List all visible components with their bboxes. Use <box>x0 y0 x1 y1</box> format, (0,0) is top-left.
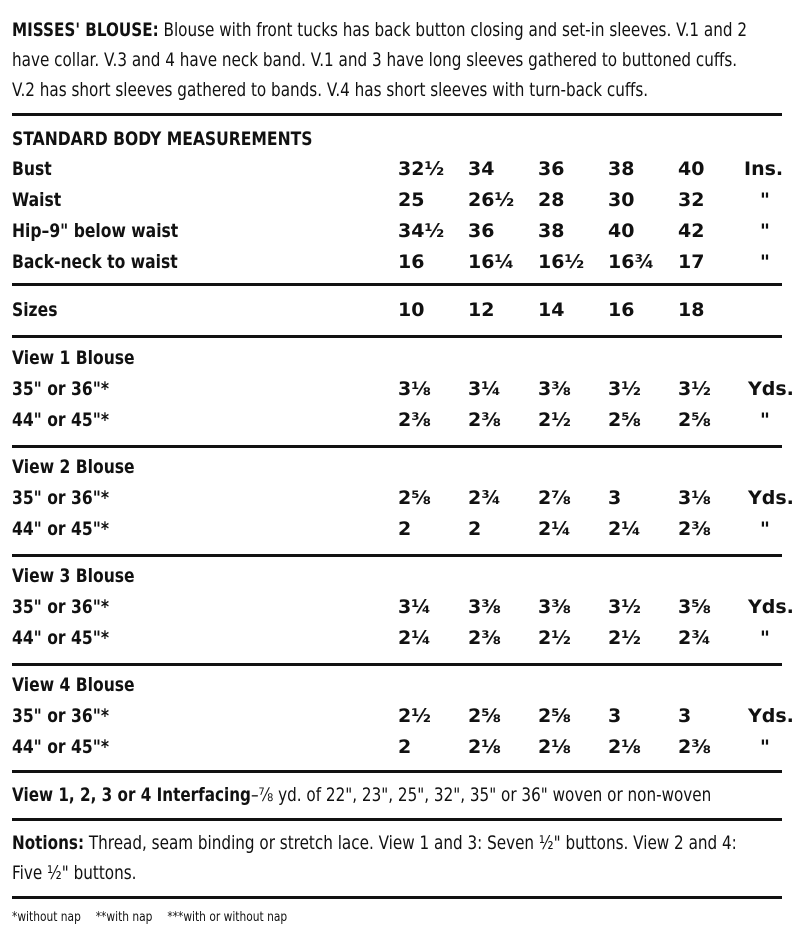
unit-label: Yds. <box>748 596 794 618</box>
view-title: View 1 Blouse <box>12 347 135 369</box>
unit-label: " <box>760 220 770 242</box>
value-cell: 3⅛ <box>678 487 711 509</box>
value-cell: 3 <box>608 487 622 509</box>
view-title: View 3 Blouse <box>12 565 135 587</box>
footnotes <box>12 910 376 925</box>
interfacing-text: –⅞ yd. of 22", 23", 25", 32", 35" or 36" woven or non-woven <box>250 784 712 806</box>
yardage-row <box>0 701 794 731</box>
divider <box>12 554 782 557</box>
divider <box>12 896 782 899</box>
value-cell: 38 <box>608 158 635 180</box>
value-cell: 3½ <box>678 378 711 400</box>
value-cell: 34½ <box>398 220 445 242</box>
description-text-1: Blouse with front tucks has back button closing and set-in sleeves. V.1 and 2 <box>163 19 748 41</box>
value-cell: 2⅝ <box>608 409 641 431</box>
notions-line-2 <box>12 858 168 888</box>
value-cell: 3⅜ <box>538 596 571 618</box>
value-cell: 25 <box>398 189 425 211</box>
value-cell: 2⅜ <box>468 409 501 431</box>
value-cell: 16¾ <box>608 251 655 273</box>
notions-text-2: Five ½" buttons. <box>12 862 137 884</box>
divider <box>12 445 782 448</box>
value-cell: 2½ <box>608 627 641 649</box>
value-cell: 2¼ <box>538 518 571 540</box>
value-cell: 2⅜ <box>678 518 711 540</box>
row-label: 44" or 45"* <box>12 736 109 758</box>
value-cell: 2⅜ <box>398 409 431 431</box>
size-value: 14 <box>538 299 565 321</box>
value-cell: 3½ <box>608 596 641 618</box>
value-cell: 17 <box>678 251 705 273</box>
measurement-row <box>0 216 794 246</box>
value-cell: 32 <box>678 189 705 211</box>
unit-label: Yds. <box>748 705 794 727</box>
yardage-row <box>0 592 794 622</box>
unit-label: " <box>760 409 770 431</box>
value-cell: 2¾ <box>468 487 501 509</box>
value-cell: 2⅝ <box>398 487 431 509</box>
value-cell: 2½ <box>538 627 571 649</box>
value-cell: 2 <box>398 518 412 540</box>
measurement-row <box>0 185 794 215</box>
value-cell: 2⅛ <box>538 736 571 758</box>
value-cell: 40 <box>678 158 705 180</box>
divider <box>12 283 782 286</box>
yardage-row <box>0 623 794 653</box>
value-cell: 2⅞ <box>538 487 571 509</box>
yardage-row <box>0 514 794 544</box>
value-cell: 2⅝ <box>678 409 711 431</box>
interfacing-label: View 1, 2, 3 or 4 Interfacing <box>12 784 251 806</box>
value-cell: 28 <box>538 189 565 211</box>
divider <box>12 818 782 821</box>
row-label: 35" or 36"* <box>12 378 109 400</box>
row-label: Waist <box>12 189 62 211</box>
unit-label: " <box>760 736 770 758</box>
notions-label: Notions: <box>12 832 85 854</box>
row-label: Bust <box>12 158 52 180</box>
measurement-row <box>0 247 794 277</box>
value-cell: 32½ <box>398 158 445 180</box>
value-cell: 3½ <box>608 378 641 400</box>
value-cell: 2½ <box>398 705 431 727</box>
yardage-row <box>0 732 794 762</box>
yardage-row <box>0 405 794 435</box>
value-cell: 2½ <box>538 409 571 431</box>
value-cell: 2⅝ <box>538 705 571 727</box>
value-cell: 2⅜ <box>678 736 711 758</box>
sizes-label: Sizes <box>12 299 58 321</box>
value-cell: 3 <box>678 705 692 727</box>
measurement-row <box>0 154 794 184</box>
view-title: View 4 Blouse <box>12 674 135 696</box>
size-value: 12 <box>468 299 495 321</box>
value-cell: 2 <box>398 736 412 758</box>
unit-label: Yds. <box>748 378 794 400</box>
value-cell: 3⅝ <box>678 596 711 618</box>
row-label: 44" or 45"* <box>12 627 109 649</box>
value-cell: 3¼ <box>468 378 501 400</box>
description-line-2 <box>12 45 794 75</box>
interfacing-line <box>12 780 794 810</box>
unit-label: " <box>760 518 770 540</box>
value-cell: 38 <box>538 220 565 242</box>
value-cell: 16¼ <box>468 251 515 273</box>
footnote-with-or-without-nap: ***with or without nap <box>167 910 288 925</box>
value-cell: 26½ <box>468 189 515 211</box>
value-cell: 3⅜ <box>538 378 571 400</box>
divider <box>12 770 782 773</box>
row-label: 35" or 36"* <box>12 705 109 727</box>
notions-line-1 <box>12 828 794 858</box>
footnote-without-nap: *without nap <box>12 910 81 925</box>
yardage-row <box>0 483 794 513</box>
description-title: MISSES' BLOUSE: <box>12 19 159 41</box>
value-cell: 34 <box>468 158 495 180</box>
value-cell: 40 <box>608 220 635 242</box>
value-cell: 30 <box>608 189 635 211</box>
row-label: 44" or 45"* <box>12 409 109 431</box>
unit-label: Ins. <box>744 158 784 180</box>
description-line-1 <box>12 15 794 45</box>
value-cell: 2¾ <box>678 627 711 649</box>
value-cell: 16½ <box>538 251 585 273</box>
value-cell: 2⅛ <box>468 736 501 758</box>
value-cell: 42 <box>678 220 705 242</box>
value-cell: 36 <box>538 158 565 180</box>
row-label: Back-neck to waist <box>12 251 178 273</box>
value-cell: 2⅜ <box>468 627 501 649</box>
size-value: 16 <box>608 299 635 321</box>
footnote-with-nap: **with nap <box>95 910 153 925</box>
unit-label: " <box>760 189 770 211</box>
row-label: 35" or 36"* <box>12 596 109 618</box>
view-title: View 2 Blouse <box>12 456 135 478</box>
value-cell: 2 <box>468 518 482 540</box>
divider <box>12 113 782 116</box>
value-cell: 3¼ <box>398 596 431 618</box>
description-line-3 <box>12 75 794 105</box>
row-label: 35" or 36"* <box>12 487 109 509</box>
value-cell: 2⅛ <box>608 736 641 758</box>
value-cell: 3 <box>608 705 622 727</box>
divider <box>12 663 782 666</box>
value-cell: 3⅛ <box>398 378 431 400</box>
value-cell: 2⅝ <box>468 705 501 727</box>
unit-label: Yds. <box>748 487 794 509</box>
row-label: 44" or 45"* <box>12 518 109 540</box>
row-label: Hip–9" below waist <box>12 220 179 242</box>
notions-text-1: Thread, seam binding or stretch lace. View 1 and 3: Seven ½" buttons. View 2 and 4: <box>88 832 737 854</box>
yardage-row <box>0 374 794 404</box>
value-cell: 3⅜ <box>468 596 501 618</box>
unit-label: " <box>760 251 770 273</box>
size-value: 10 <box>398 299 425 321</box>
divider <box>12 335 782 338</box>
description-text-3: V.2 has short sleeves gathered to bands. V.4 has short sleeves with turn-back cuffs. <box>12 79 649 101</box>
value-cell: 2¼ <box>398 627 431 649</box>
size-value: 18 <box>678 299 705 321</box>
unit-label: " <box>760 627 770 649</box>
measurements-heading: STANDARD BODY MEASUREMENTS <box>12 128 313 150</box>
description-text-2: have collar. V.3 and 4 have neck band. V.1 and 3 have long sleeves gathered to buttoned cuffs. <box>12 49 738 71</box>
value-cell: 36 <box>468 220 495 242</box>
value-cell: 16 <box>398 251 425 273</box>
value-cell: 2¼ <box>608 518 641 540</box>
sizes-row <box>0 295 794 325</box>
